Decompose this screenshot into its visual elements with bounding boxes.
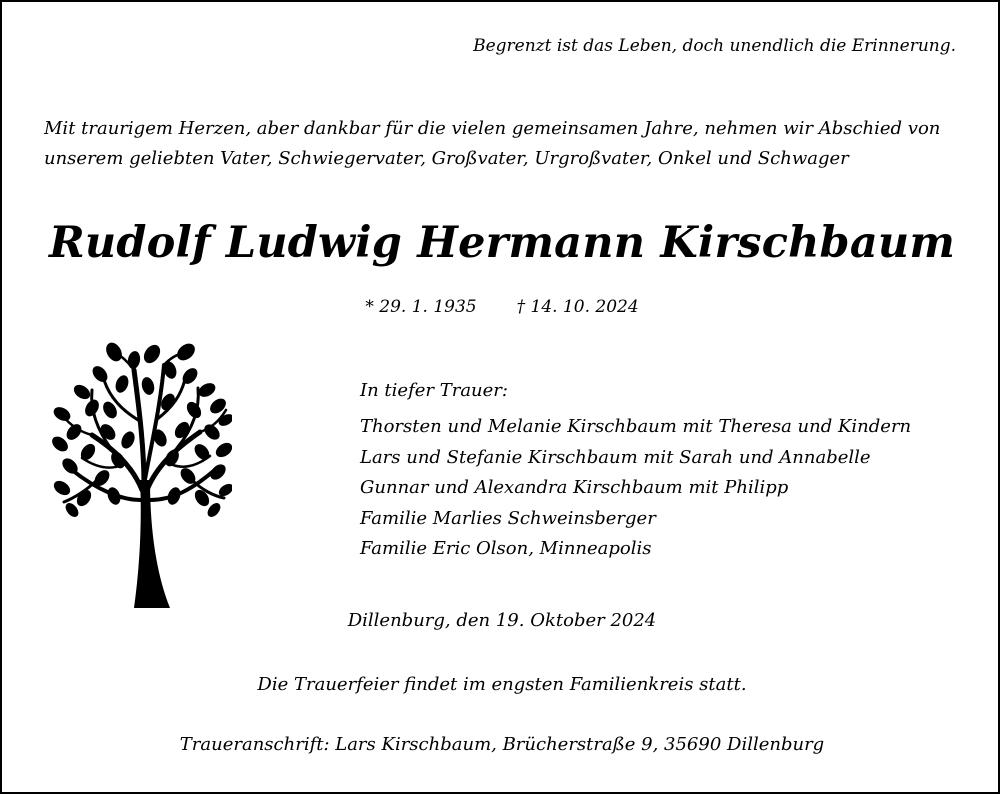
- list-item: Familie Marlies Schweinsberger: [360, 507, 656, 529]
- list-item: Gunnar und Alexandra Kirschbaum mit Philipp: [360, 477, 789, 498]
- mourning-label: In tiefer Trauer:: [360, 380, 508, 401]
- intro-line-1: Mit traurigem Herzen, aber dankbar für die vielen gemeinsamen Jahre, nehmen wir Abschied von: [44, 118, 941, 139]
- tree-icon: [52, 340, 232, 610]
- mourners-list: [360, 412, 911, 565]
- mourning-address: Traueranschrift: Lars Kirschbaum, Brücherstraße 9, 35690 Dillenburg: [179, 734, 825, 755]
- place-date: Dillenburg, den 19. Oktober 2024: [347, 610, 657, 631]
- list-item: Familie Eric Olson, Minneapolis: [360, 538, 652, 559]
- life-dates: [2, 297, 1000, 317]
- motto-quote: Begrenzt ist das Leben, doch unendlich die Erinnerung.: [473, 36, 956, 56]
- list-item: Thorsten und Melanie Kirschbaum mit Theresa und Kindern: [360, 416, 912, 437]
- deceased-name: Rudolf Ludwig Hermann Kirschbaum: [48, 218, 956, 268]
- intro-line-2: unserem geliebten Vater, Schwiegervater, Großvater, Urgroßvater, Onkel und Schwager: [44, 148, 849, 169]
- intro-text: [44, 114, 964, 174]
- tree-branches: [62, 352, 226, 502]
- birth-date: * 29. 1. 1935: [365, 297, 477, 317]
- death-date: † 14. 10. 2024: [516, 297, 639, 317]
- ceremony-note: Die Trauerfeier findet im engsten Familienkreis statt.: [257, 674, 747, 695]
- list-item: Lars und Stefanie Kirschbaum mit Sarah und Annabelle: [360, 446, 871, 468]
